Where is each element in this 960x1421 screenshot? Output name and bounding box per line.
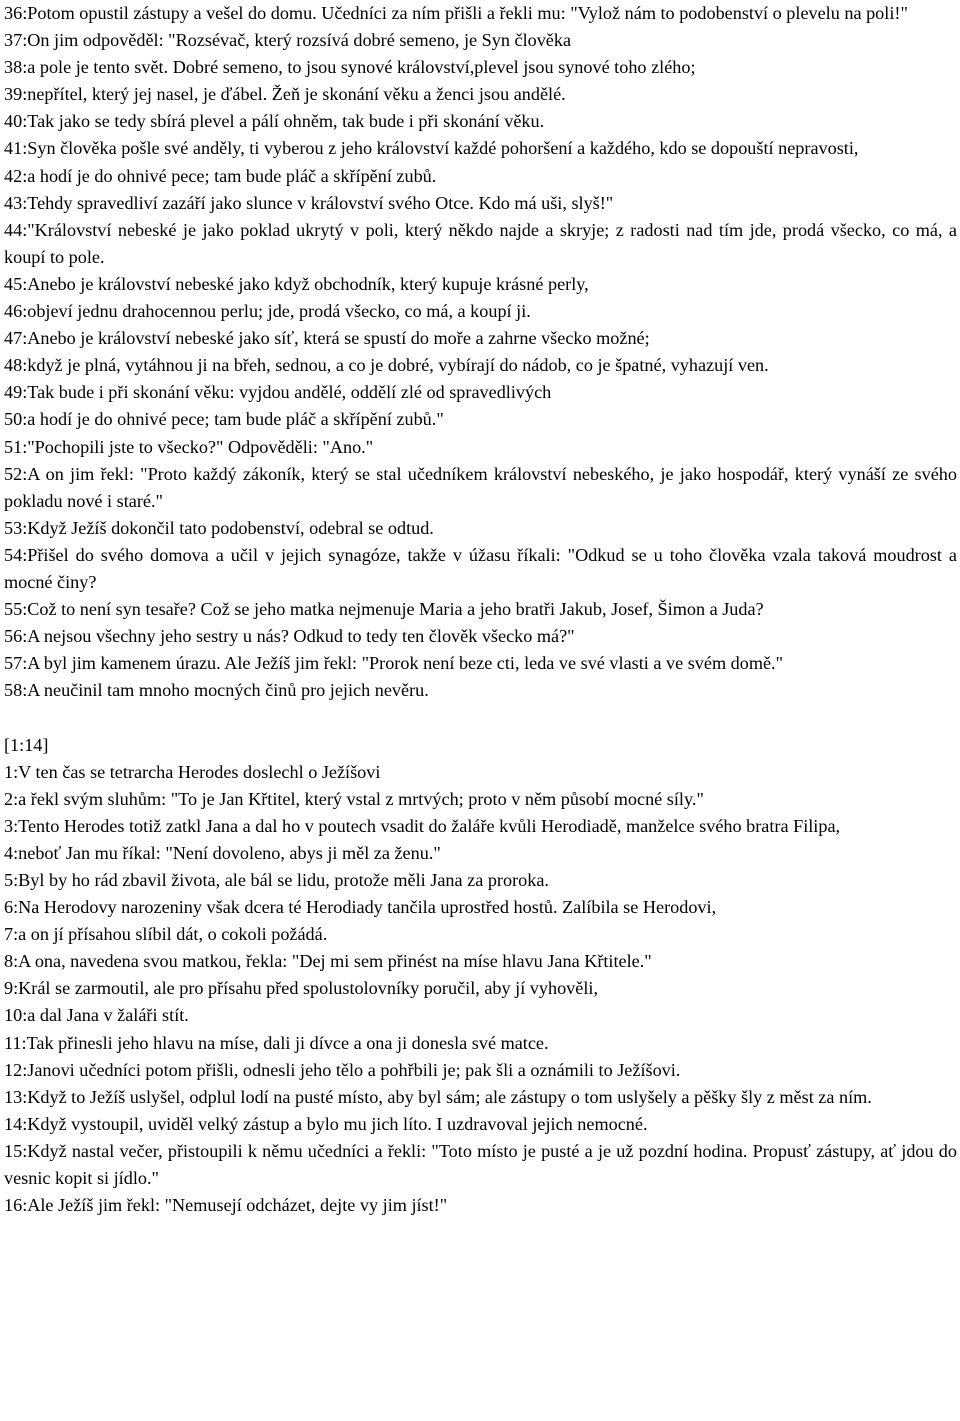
verse-4: 4:neboť Jan mu říkal: "Není dovoleno, abys ji měl za ženu." bbox=[4, 842, 441, 863]
verse-5: 5:Byl by ho rád zbavil života, ale bál se lidu, protože měli Jana za proroka. bbox=[4, 870, 549, 890]
verse-16: 16:Ale Ježíš jim řekl: "Nemusejí odcházet, dejte vy jim jíst!" bbox=[4, 1195, 448, 1216]
verse-53: 53:Když Ježíš dokončil tato podobenství, odebral se odtud. bbox=[4, 517, 434, 538]
verse-55: 55:Což to není syn tesaře? Což se jeho matka nejmenuje Maria a jeho bratři Jakub, Josef, Šimon a Juda? bbox=[4, 599, 764, 620]
verse-42: 42:a hodí je do ohnivé pece; tam bude pláč a skřípění zubů. bbox=[4, 165, 437, 186]
verse-10: 10:a dal Jana v žaláři stít. bbox=[4, 1005, 189, 1026]
verse-51: 51:"Pochopili jste to všecko?" Odpověděli: "Ano." bbox=[4, 436, 374, 457]
verse-57: 57:A byl jim kamenem úrazu. Ale Ježíš jim řekl: "Prorok není beze cti, leda ve své vlasti a ve svém domě." bbox=[4, 653, 784, 674]
verse-58: 58:A neučinil tam mnoho mocných činů pro jejich nevěru. bbox=[4, 680, 429, 701]
verse-50: 50:a hodí je do ohnivé pece; tam bude pláč a skřípění zubů." bbox=[4, 409, 444, 430]
verse-8: 8:A ona, navedena svou matkou, řekla: "Dej mi sem přinést na míse hlavu Jana Křtitele." bbox=[4, 951, 652, 972]
verse-40: 40:Tak jako se tedy sbírá plevel a pálí ohněm, tak bude i při skonání věku. bbox=[4, 111, 545, 132]
verse-12: 12:Janovi učedníci potom přišli, odnesli jeho tělo a pohřbili je; pak šli a oznámili to Ježíšovi. bbox=[4, 1059, 681, 1080]
verse-54: 54:Přišel do svého domova a učil v jejich synagóze, takže v úžasu říkali: "Odkud se u toho člověka vzala taková moudrost a mocné činy? bbox=[4, 544, 957, 592]
verse-49: 49:Tak bude i při skonání věku: vyjdou andělé, oddělí zlé od spravedlivých bbox=[4, 382, 552, 403]
verse-14: 14:Když vystoupil, uviděl velký zástup a bylo mu jich líto. I uzdravoval jejich nemocné. bbox=[4, 1113, 648, 1134]
verse-15: 15:Když nastal večer, přistoupili k němu učedníci a řekli: "Toto místo je pusté a je už pozdní hodina. Propusť zástupy, ať jdou do vesnic kopit si jídlo." bbox=[4, 1140, 957, 1189]
verse-45: 45:Anebo je království nebeské jako když obchodník, který kupuje krásné perly, bbox=[4, 273, 589, 294]
verse-7: 7:a on jí přísahou slíbil dát, o cokoli požádá. bbox=[4, 924, 328, 945]
verse-list-after bbox=[4, 759, 957, 1220]
verse-46: 46:objeví jednu drahocennou perlu; jde, prodá všecko, co má, a koupí ji. bbox=[4, 301, 531, 322]
verse-36: 36:Potom opustil zástupy a vešel do domu. Učedníci za ním přišli a řekli mu: "Vylož nám to podobenství o plevelu na poli!" bbox=[4, 3, 908, 23]
chapter-spacer bbox=[4, 704, 957, 731]
verse-44: 44:"Království nebeské je jako poklad ukrytý v poli, který někdo najde a skryje; z radosti nad tím jde, prodá všecko, co má, a koupí to pole. bbox=[4, 219, 957, 267]
verse-39: 39:nepřítel, který jej nasel, je ďábel. Žeň je skonání věku a ženci jsou andělé. bbox=[4, 84, 566, 105]
verse-48: 48:když je plná, vytáhnou ji na břeh, sednou, a co je dobré, vybírají do nádob, co je špatné, vyhazují ven. bbox=[4, 355, 769, 376]
verse-52: 52:A on jim řekl: "Proto každý zákoník, který se stal učedníkem království nebeského, je jako hospodář, který vynáší ze svého pokladu nové i staré." bbox=[4, 463, 957, 511]
verse-56: 56:A nejsou všechny jeho sestry u nás? Odkud to tedy ten člověk všecko má?" bbox=[4, 626, 575, 647]
verse-11: 11:Tak přinesli jeho hlavu na míse, dali ji dívce a ona ji donesla své matce. bbox=[4, 1032, 549, 1053]
verse-37: 37:On jim odpověděl: "Rozsévač, který rozsívá dobré semeno, je Syn člověka bbox=[4, 30, 572, 51]
verse-3: 3:Tento Herodes totiž zatkl Jana a dal ho v poutech vsadit do žaláře kvůli Herodiadě, manželce svého bratra Filipa, bbox=[4, 815, 841, 836]
verse-list-before bbox=[4, 0, 957, 704]
verse-9: 9:Král se zarmoutil, ale pro přísahu před spolustolovníky poručil, aby jí vyhověli, bbox=[4, 978, 599, 999]
verse-47: 47:Anebo je království nebeské jako síť, která se spustí do moře a zahrne všecko možné; bbox=[4, 328, 650, 349]
verse-2: 2:a řekl svým sluhům: "To je Jan Křtitel, který vstal z mrtvých; proto v něm působí mocné síly." bbox=[4, 788, 704, 809]
verse-43: 43:Tehdy spravedliví zazáří jako slunce v království svého Otce. Kdo má uši, slyš!" bbox=[4, 192, 614, 213]
document-page bbox=[4, 0, 957, 1219]
verse-41: 41:Syn člověka pošle své anděly, ti vyberou z jeho království každé pohoršení a každého, kdo se dopouští nepravosti, bbox=[4, 138, 859, 159]
verse-38: 38:a pole je tento svět. Dobré semeno, to jsou synové království,plevel jsou synové toho zlého; bbox=[4, 57, 696, 78]
chapter-marker: [1:14] bbox=[4, 734, 49, 755]
verse-13: 13:Když to Ježíš uslyšel, odplul lodí na pusté místo, aby byl sám; ale zástupy o tom uslyšely a pěšky šly z měst za ním. bbox=[4, 1086, 872, 1107]
verse-1: 1:V ten čas se tetrarcha Herodes doslechl o Ježíšovi bbox=[4, 761, 381, 782]
verse-6: 6:Na Herodovy narozeniny však dcera té Herodiady tančila uprostřed hostů. Zalíbila se Herodovi, bbox=[4, 897, 717, 918]
